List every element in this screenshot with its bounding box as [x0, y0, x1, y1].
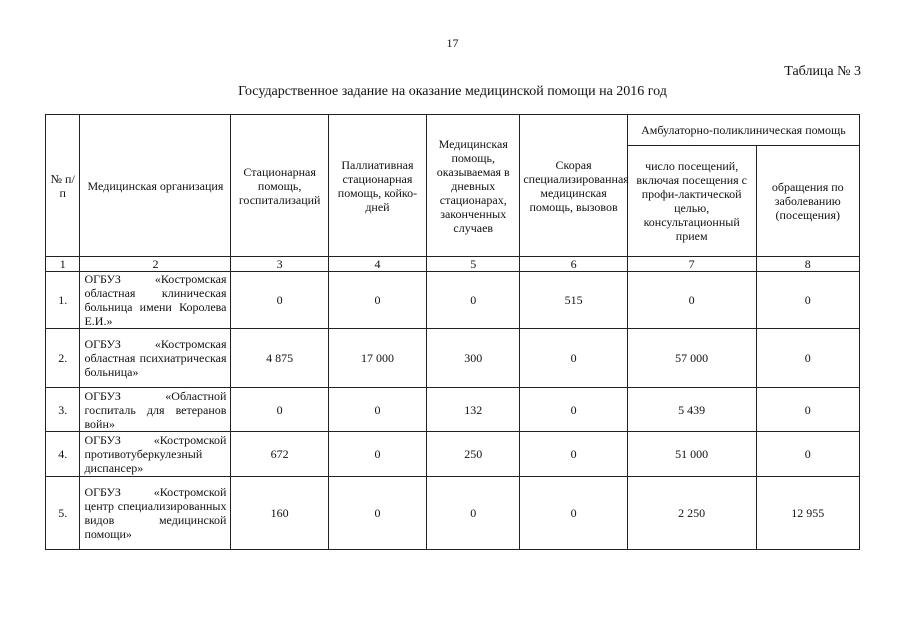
header-ambulatory: Амбулаторно-поликлиническая помощь	[627, 115, 859, 146]
row-stationary: 672	[231, 432, 328, 477]
row-num: 3.	[46, 388, 80, 432]
row-palliative: 0	[328, 388, 426, 432]
row-visits: 57 000	[627, 329, 756, 388]
column-number: 1	[46, 257, 80, 272]
row-palliative: 0	[328, 432, 426, 477]
row-day-hospital: 132	[427, 388, 520, 432]
row-stationary: 0	[231, 388, 328, 432]
header-num: № п/п	[46, 115, 80, 257]
row-num: 4.	[46, 432, 80, 477]
row-organization: ОГБУЗ «Костромской противотуберкулезный диспансер»	[80, 432, 231, 477]
row-organization: ОГБУЗ «Областной госпиталь для ветеранов войн»	[80, 388, 231, 432]
table-row	[46, 329, 860, 388]
row-ambulance: 515	[520, 272, 627, 329]
header-organization: Медицинская организация	[80, 115, 231, 257]
row-appeals: 12 955	[756, 477, 859, 550]
header-palliative: Паллиативная стационарная помощь, койко-дней	[328, 115, 426, 257]
row-ambulance: 0	[520, 329, 627, 388]
row-organization: ОГБУЗ «Костромская областная клиническая больница имени Королева Е.И.»	[80, 272, 231, 329]
row-appeals: 0	[756, 329, 859, 388]
header-day-hospital: Медицинская помощь, оказываемая в дневных стационарах, законченных случаев	[427, 115, 520, 257]
row-appeals: 0	[756, 272, 859, 329]
row-stationary: 4 875	[231, 329, 328, 388]
column-number: 4	[328, 257, 426, 272]
table-row	[46, 477, 860, 550]
table-row	[46, 388, 860, 432]
row-palliative: 0	[328, 272, 426, 329]
row-day-hospital: 0	[427, 272, 520, 329]
row-num: 5.	[46, 477, 80, 550]
row-ambulance: 0	[520, 432, 627, 477]
header-ambulance: Скорая специализированная медицинская помощь, вызовов	[520, 115, 627, 257]
column-number: 7	[627, 257, 756, 272]
row-visits: 0	[627, 272, 756, 329]
table-row	[46, 432, 860, 477]
row-num: 1.	[46, 272, 80, 329]
row-organization: ОГБУЗ «Костромской центр специализированных видов медицинской помощи»	[80, 477, 231, 550]
row-visits: 5 439	[627, 388, 756, 432]
document-title: Государственное задание на оказание медицинской помощи на 2016 год	[238, 84, 667, 99]
table-label: Таблица № 3	[784, 64, 861, 79]
row-day-hospital: 0	[427, 477, 520, 550]
page-number: 17	[446, 36, 459, 50]
table-row	[46, 272, 860, 329]
row-day-hospital: 300	[427, 329, 520, 388]
column-number: 6	[520, 257, 627, 272]
column-number-row	[46, 257, 860, 272]
row-appeals: 0	[756, 432, 859, 477]
header-appeals: обращения по заболеванию (посещения)	[756, 146, 859, 257]
row-organization: ОГБУЗ «Костромская областная психиатрическая больница»	[80, 329, 231, 388]
column-number: 5	[427, 257, 520, 272]
column-number: 8	[756, 257, 859, 272]
column-number: 2	[80, 257, 231, 272]
row-num: 2.	[46, 329, 80, 388]
row-ambulance: 0	[520, 388, 627, 432]
row-day-hospital: 250	[427, 432, 520, 477]
column-number: 3	[231, 257, 328, 272]
header-visits: число посещений, включая посещения с профи-лактической целью, консультационный прием	[627, 146, 756, 257]
row-ambulance: 0	[520, 477, 627, 550]
row-visits: 2 250	[627, 477, 756, 550]
header-stationary: Стационарная помощь, госпитализаций	[231, 115, 328, 257]
header-row-top	[46, 115, 860, 146]
row-palliative: 17 000	[328, 329, 426, 388]
row-visits: 51 000	[627, 432, 756, 477]
medical-assignment-table	[45, 114, 860, 550]
row-stationary: 0	[231, 272, 328, 329]
row-stationary: 160	[231, 477, 328, 550]
row-appeals: 0	[756, 388, 859, 432]
row-palliative: 0	[328, 477, 426, 550]
